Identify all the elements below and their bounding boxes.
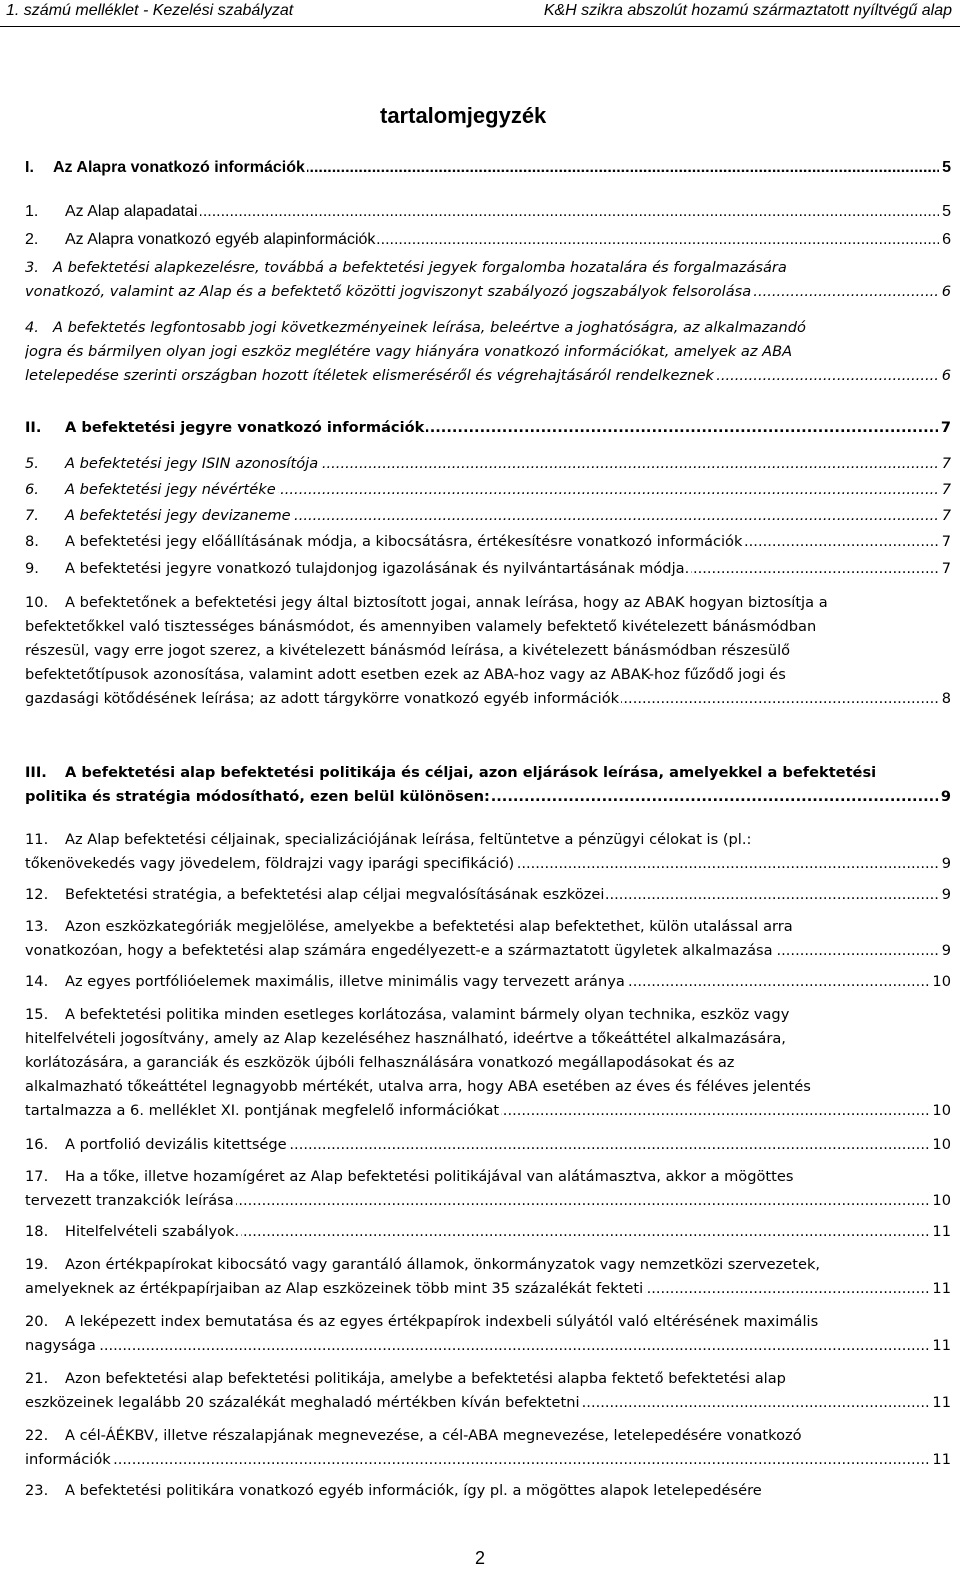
toc-entry-text: nagysága <box>25 1337 96 1354</box>
toc-entry-number: 17. <box>25 1168 49 1185</box>
toc-entry-number: 10. <box>25 594 49 611</box>
toc-entry-text: A befektetési alap befektetési politikája és céljai, azon eljárások leírása, amelyekkel a befektetési <box>65 764 877 781</box>
toc-entry-text: alkalmazható tőkeáttétel legnagyobb mértékét, utalva arra, hogy ABA esetében az éves és féléves jelentés <box>25 1078 811 1095</box>
toc-page-number: 5 <box>939 156 951 180</box>
toc-entry[interactable] <box>25 761 951 809</box>
toc-entry[interactable] <box>25 156 951 180</box>
toc-entry-number: 15. <box>25 1006 49 1023</box>
toc-entry-text: vonatkozó, valamint az Alap és a befektető közötti jogviszonyt szabályozó jogszabályok felsorolása <box>25 283 752 300</box>
toc-entry[interactable] <box>25 316 951 388</box>
toc-entry-number: 8. <box>25 533 39 550</box>
toc-page-number: 11 <box>929 1334 951 1358</box>
toc-title: tartalomjegyzék <box>380 103 547 128</box>
toc-entry[interactable] <box>25 591 951 711</box>
toc-entry-text: Hitelfelvételi szabályok. <box>65 1223 240 1240</box>
toc-entry-text: tervezett tranzakciók leírása <box>25 1192 234 1209</box>
toc-entry[interactable] <box>25 828 951 876</box>
toc-entry-text: gazdasági kötődésének leírása; az adott tárgykörre vonatkozó egyéb információk <box>25 690 620 707</box>
toc-entry-number: 19. <box>25 1256 49 1273</box>
toc-page-number: 7 <box>939 504 951 528</box>
toc-entry-text: Az Alapra vonatkozó információk <box>53 159 305 176</box>
toc-page-number: 10 <box>929 970 951 994</box>
toc-entry[interactable] <box>25 970 951 994</box>
toc-entry[interactable] <box>25 915 951 963</box>
toc-entry[interactable] <box>25 1003 951 1123</box>
toc-entry-text: információk <box>25 1451 111 1468</box>
toc-entry-number: 1. <box>25 203 39 220</box>
toc-entry-text: Az Alap alapadatai <box>65 203 198 220</box>
toc-entry[interactable] <box>25 530 951 554</box>
toc-entry-number: 22. <box>25 1427 49 1444</box>
toc-entry[interactable] <box>25 1133 951 1157</box>
toc-entry[interactable] <box>25 1479 951 1503</box>
toc-entry[interactable] <box>25 200 951 224</box>
toc-entry-number: I. <box>25 159 34 176</box>
toc-page-number: 11 <box>929 1220 951 1244</box>
toc-entry-number: 7. <box>25 507 39 524</box>
toc-entry[interactable] <box>25 478 951 502</box>
toc-entry-text: letelepedése szerinti országban hozott ítéletek elismeréséről és végrehajtásáról rendelkeznek <box>25 367 714 384</box>
toc-entry-text: A cél-ÁÉKBV, illetve részalapjának megnevezése, a cél-ABA megnevezése, letelepedésére vonatkozó <box>65 1427 802 1444</box>
toc-entry[interactable] <box>25 1310 951 1358</box>
toc-entry-number: 11. <box>25 831 49 848</box>
toc-entry-text: politika és stratégia módosítható, ezen belül különösen: <box>25 788 490 805</box>
toc-page-number: 10 <box>929 1099 951 1123</box>
toc-entry-number: 6. <box>25 481 39 498</box>
toc-entry-number: 23. <box>25 1482 49 1499</box>
toc-entry-number: 5. <box>25 455 39 472</box>
toc-page-number: 11 <box>929 1448 951 1472</box>
toc-entry-number: 2. <box>25 231 39 248</box>
toc-entry[interactable] <box>25 416 951 440</box>
toc-entry-number: 18. <box>25 1223 49 1240</box>
toc-entry[interactable] <box>25 504 951 528</box>
toc-entry-text: tartalmazza a 6. melléklet XI. pontjának megfelelő információkat <box>25 1102 500 1119</box>
toc-entry-text: A befektetési jegyre vonatkozó tulajdonjog igazolásának és nyilvántartásának módja. <box>65 560 690 577</box>
toc-entry-text: Azon értékpapírokat kibocsátó vagy garantáló államok, önkormányzatok vagy nemzetközi szervezetek, <box>65 1256 821 1273</box>
toc-entry-number: III. <box>25 764 47 781</box>
toc-entry-text: A befektetési alapkezelésre, továbbá a befektetési jegyek forgalomba hozatalára és forgalmazására <box>53 259 787 276</box>
toc-page-number: 7 <box>938 416 951 440</box>
toc-entry-text: A befektetési jegy devizaneme <box>65 507 291 524</box>
toc-page-number: 9 <box>939 883 951 907</box>
toc-page-number: 7 <box>939 557 951 581</box>
toc-entry-text: amelyeknek az értékpapírjaiban az Alap eszközeinek több mint 35 százalékát fekteti <box>25 1280 644 1297</box>
toc-page-number: 9 <box>938 785 951 809</box>
toc-entry-text: Befektetési stratégia, a befektetési alap céljai megvalósításának eszközei <box>65 886 605 903</box>
toc-entry-text: Az Alap befektetési céljainak, specializációjának leírása, feltüntetve a pénzügyi célokat is (pl.: <box>65 831 752 848</box>
toc-entry[interactable] <box>25 452 951 476</box>
toc-entry-number: 21. <box>25 1370 49 1387</box>
toc-entry-number: 9. <box>25 560 39 577</box>
toc-entry-number: 16. <box>25 1136 49 1153</box>
page-number: 2 <box>474 1548 485 1568</box>
toc-entry[interactable] <box>25 1220 951 1244</box>
toc-entry-text: A befektetési jegy névértéke <box>65 481 276 498</box>
toc-entry-number: 4. <box>25 319 39 336</box>
toc-page-number: 7 <box>939 478 951 502</box>
toc-entry[interactable] <box>25 228 951 252</box>
toc-entry[interactable] <box>25 1367 951 1415</box>
toc-entry-text: jogra és bármilyen olyan jogi eszköz meglétére vagy hiányára vonatkozó információkat, amelyek az ABA <box>25 343 793 360</box>
page-header <box>0 0 960 27</box>
toc-entry-text: Azon befektetési alap befektetési politikája, amelybe a befektetési alapba fektető befektetési alap <box>65 1370 786 1387</box>
toc-entry[interactable] <box>25 256 951 304</box>
toc-entry-text: befektetőkkel való tisztességes bánásmódot, és amennyiben valamely befektető kivételezett bánásmódban <box>25 618 817 635</box>
toc-entry-text: Az egyes portfólióelemek maximális, illetve minimális vagy tervezett aránya <box>65 973 625 990</box>
toc-entry-number: 14. <box>25 973 49 990</box>
toc-page-number: 6 <box>939 364 951 388</box>
toc-entry-text: A befektetőnek a befektetési jegy által biztosított jogai, annak leírása, hogy az ABAK hogyan biztosítja a <box>65 594 828 611</box>
toc-entry-number: 20. <box>25 1313 49 1330</box>
toc-page-number: 10 <box>929 1189 951 1213</box>
toc-entry-text: A befektetési politika minden esetleges korlátozása, valamint bármely olyan technika, eszköz vagy <box>65 1006 790 1023</box>
toc-entry-text: A befektetés legfontosabb jogi következményeinek leírása, beleértve a joghatóságra, az alkalmazandó <box>53 319 806 336</box>
toc-page-number: 6 <box>939 280 951 304</box>
toc-entry-text: korlátozására, a garanciák és eszközök újbóli felhasználására vonatkozó megállapodásokat és az <box>25 1054 735 1071</box>
toc-entry-number: 13. <box>25 918 49 935</box>
header-left-text: 1. számú melléklet - Kezelési szabályzat <box>6 2 294 19</box>
toc-entry-text: A leképezett index bemutatása és az egyes értékpapírok indexbeli súlyától való eltérésének maximális <box>65 1313 819 1330</box>
toc-entry-text: A befektetési politikára vonatkozó egyéb információk, így pl. a mögöttes alapok letelepedésére <box>65 1482 762 1499</box>
toc-page-number: 11 <box>929 1277 951 1301</box>
toc-page-number: 10 <box>929 1133 951 1157</box>
toc-entry[interactable] <box>25 883 951 907</box>
toc-entry-text: tőkenövekedés vagy jövedelem, földrajzi vagy iparági specifikáció) <box>25 855 515 872</box>
toc-page-number: 5 <box>939 200 951 224</box>
toc-entry-text: A befektetési jegyre vonatkozó információk <box>65 419 425 436</box>
header-right-text: K&H szikra abszolút hozamú származtatott nyíltvégű alap <box>543 2 952 19</box>
toc-entry-text: vonatkozóan, hogy a befektetési alap számára engedélyezett-e a származtatott ügyletek alkalmazása <box>25 942 773 959</box>
toc-entry[interactable] <box>25 1253 951 1301</box>
toc-entry-text: A befektetési jegy előállításának módja, a kibocsátásra, értékesítésre vonatkozó információk <box>65 533 743 550</box>
toc-entry-text: Azon eszközkategóriák megjelölése, amelyekbe a befektetési alap befektethet, külön utalással arra <box>65 918 793 935</box>
toc-entry[interactable] <box>25 1424 951 1472</box>
toc-entry-text: eszközeinek legalább 20 százalékát meghaladó mértékben kíván befektetni <box>25 1394 580 1411</box>
toc-entry-text: A befektetési jegy ISIN azonosítója <box>65 455 319 472</box>
toc-entry-text: Az Alapra vonatkozó egyéb alapinformációk <box>65 231 376 248</box>
toc-page-number: 8 <box>939 687 951 711</box>
toc-page-number: 7 <box>939 530 951 554</box>
toc-page-number: 9 <box>939 939 951 963</box>
toc-page-number: 6 <box>939 228 951 252</box>
toc-entry-text: befektetőtípusok azonosítása, valamint adott esetben ezek az ABA-hoz vagy az ABAK-hoz fűződő jogi és <box>25 666 786 683</box>
toc-entry[interactable] <box>25 557 951 581</box>
toc-entry-number: 3. <box>25 259 39 276</box>
toc-entry[interactable] <box>25 1165 951 1213</box>
toc-page-number: 7 <box>939 452 951 476</box>
toc-entry-text: A portfolió devizális kitettsége <box>65 1136 287 1153</box>
toc-entry-text: részesül, vagy erre jogot szerez, a kivételezett bánásmód leírása, a kivételezett bánásmódban részesülő <box>25 642 791 659</box>
toc-entry-number: 12. <box>25 886 49 903</box>
toc-entry-text: hitelfelvételi jogosítvány, amely az Alap kezeléséhez használható, ideértve a tőkeáttétel alkalmazására, <box>25 1030 786 1047</box>
toc-page-number: 9 <box>939 852 951 876</box>
toc-entry-text: Ha a tőke, illetve hozamígéret az Alap befektetési politikájával van alátámasztva, akkor a mögöttes <box>65 1168 794 1185</box>
toc-entry-number: II. <box>25 419 42 436</box>
toc-page-number: 11 <box>929 1391 951 1415</box>
